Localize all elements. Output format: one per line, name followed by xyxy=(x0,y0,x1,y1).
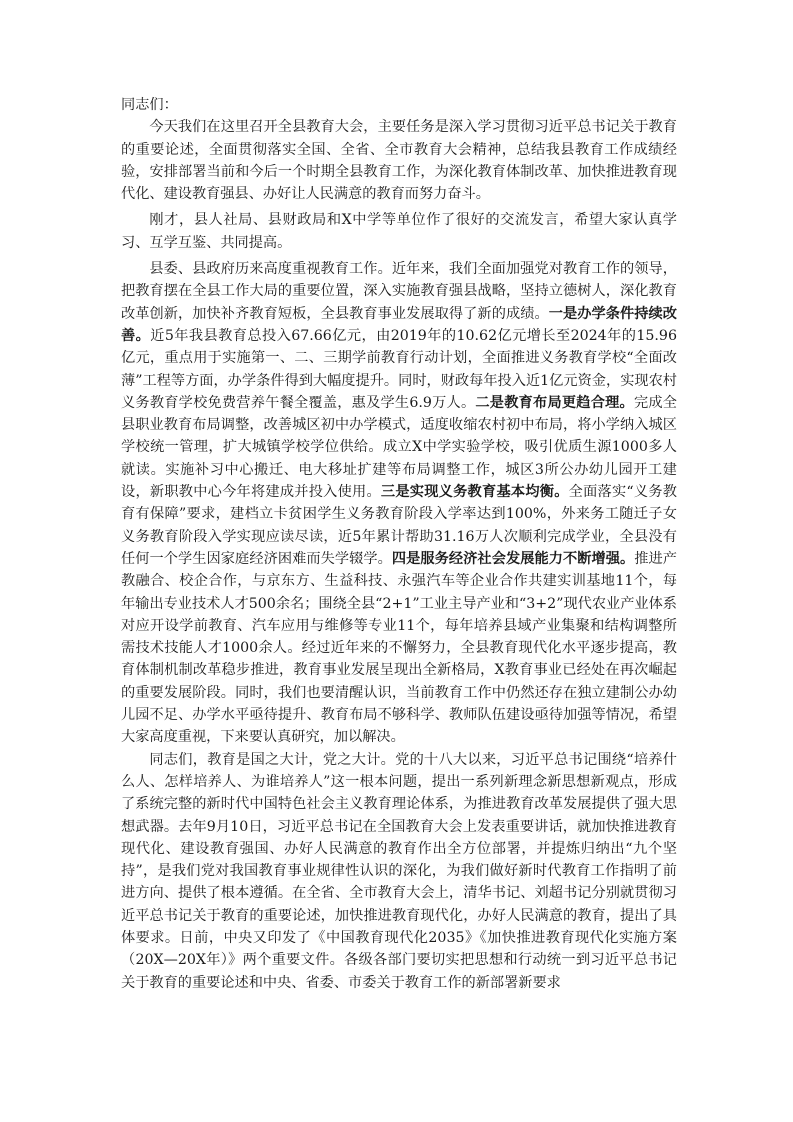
text-service: 推进产教融合、校企合作，与京东方、生益科技、永强汽车等企业合作共建实训基地11个，每年输出专业技术人才500余名；围绕全县“2+1”工业主导产业和“3+2”现代农业产业体系对应开设学前教育、汽车应用与维修等专业11个，每年培养县域产业集聚和结构调整所需技术技能人才1000余人。经过近年来的不懈努力，全县教育现代化水平逐步提高，教育体制机制改革稳步推进，教育事业发展呈现出全新格局，X教育事业已经处在再次崛起的重要发展阶段。同时，我们也要清醒认识，当前教育工作中仍然还存在独立建制公办幼儿园不足、办学水平亟待提升、教育布局不够科学、教师队伍建设亟待加强等情况，希望大家高度重视，下来要认真研究，加以解决。 xyxy=(121,550,677,746)
text-balance: 全面落实“义务教育有保障”要求，建档立卡贫困学生义务教育阶段入学率达到100%，外来务工随迁子女义务教育阶段入学实现应读尽读，近5年累计帮助31.16万人次顺利完成学业，全县没有任何一个学生因家庭经济困难而失学辍学。 xyxy=(121,484,677,567)
paragraph-opening: 今天我们在这里召开全县教育大会，主要任务是深入学习贯彻习近平总书记关于教育的重要论述，全面贯彻落实全国、全省、全市教育大会精神，总结我县教育工作成绩经验，安排部署当前和今后一个时期全县教育工作，为深化教育体制改革、加快推进教育现代化、建设教育强县、办好让人民满意的教育而努力奋斗。 xyxy=(121,119,677,203)
text-conditions: 近5年我县教育总投入67.66亿元，由2019年的10.62亿元增长至2024年的15.96亿元，重点用于实施第一、二、三期学前教育行动计划，全面推进义务教育学校“全面改薄”工程等方面，办学条件得到大幅度提升。同时，财政每年投入近1亿元资金，实现农村义务教育学校免费营养午餐全覆盖，惠及学生6.9万人。 xyxy=(121,327,677,411)
heading-conditions: 一是办学条件持续改善。 xyxy=(121,305,677,344)
document-body xyxy=(121,94,677,994)
paragraph-exchange: 刚才，县人社局、县财政局和X中学等单位作了很好的交流发言，希望大家认真学习、互学互鉴、共同提高。 xyxy=(121,212,677,251)
heading-balance: 三是实现义务教育基本均衡。 xyxy=(380,484,569,501)
paragraph-importance: 同志们，教育是国之大计，党之大计。党的十八大以来，习近平总书记围绕“培养什么人、怎样培养人、为谁培养人”这一根本问题，提出一系列新理念新思想新观点，形成了系统完整的新时代中国特色社会主义教育理论体系，为推进教育改革发展提供了强大思想武器。去年9月10日，习近平总书记在全国教育大会上发表重要讲话，就加快推进教育现代化、建设教育强国、办好人民满意的教育作出全方位部署，并提炼归纳出“九个坚持”，是我们党对我国教育事业规律性认识的深化，为我们做好新时代教育工作指明了前进方向、提供了根本遵循。在全省、全市教育大会上，清华书记、刘超书记分别就贯彻习近平总书记关于教育的重要论述，加快推进教育现代化，办好人民满意的教育，提出了具体要求。日前，中央又印发了《中国教育现代化2035》《加快推进教育现代化实施方案（20X—20X年）》两个重要文件。各级各部门要切实把思想和行动统一到习近平总书记关于教育的重要论述和中央、省委、市委关于教育工作的新部署新要求 xyxy=(121,751,677,991)
achievements-intro: 县委、县政府历来高度重视教育工作。近年来，我们全面加强党对教育工作的领导，把教育摆在全县工作大局的重要位置，深入实施教育强县战略，坚持立德树人，深化教育改革创新，加快补齐教育短板，全县教育事业发展取得了新的成绩。 xyxy=(121,261,677,322)
salutation: 同志们： xyxy=(121,97,178,113)
paragraph-achievements xyxy=(121,258,677,749)
heading-service: 四是服务经济社会发展能力不断增强。 xyxy=(391,550,635,567)
heading-layout: 二是教育布局更趋合理。 xyxy=(475,394,634,411)
text-layout: 完成全县职业教育布局调整，改善城区初中办学模式，适度收缩农村初中布局，将小学纳入城区学校统一管理，扩大城镇学校学位供给。成立X中学实验学校，吸引优质生源1000多人就读。实施补习中心搬迁、电大移址扩建等布局调整工作，城区3所公办幼儿园开工建设，新职教中心今年将建成并投入使用。 xyxy=(121,394,677,501)
